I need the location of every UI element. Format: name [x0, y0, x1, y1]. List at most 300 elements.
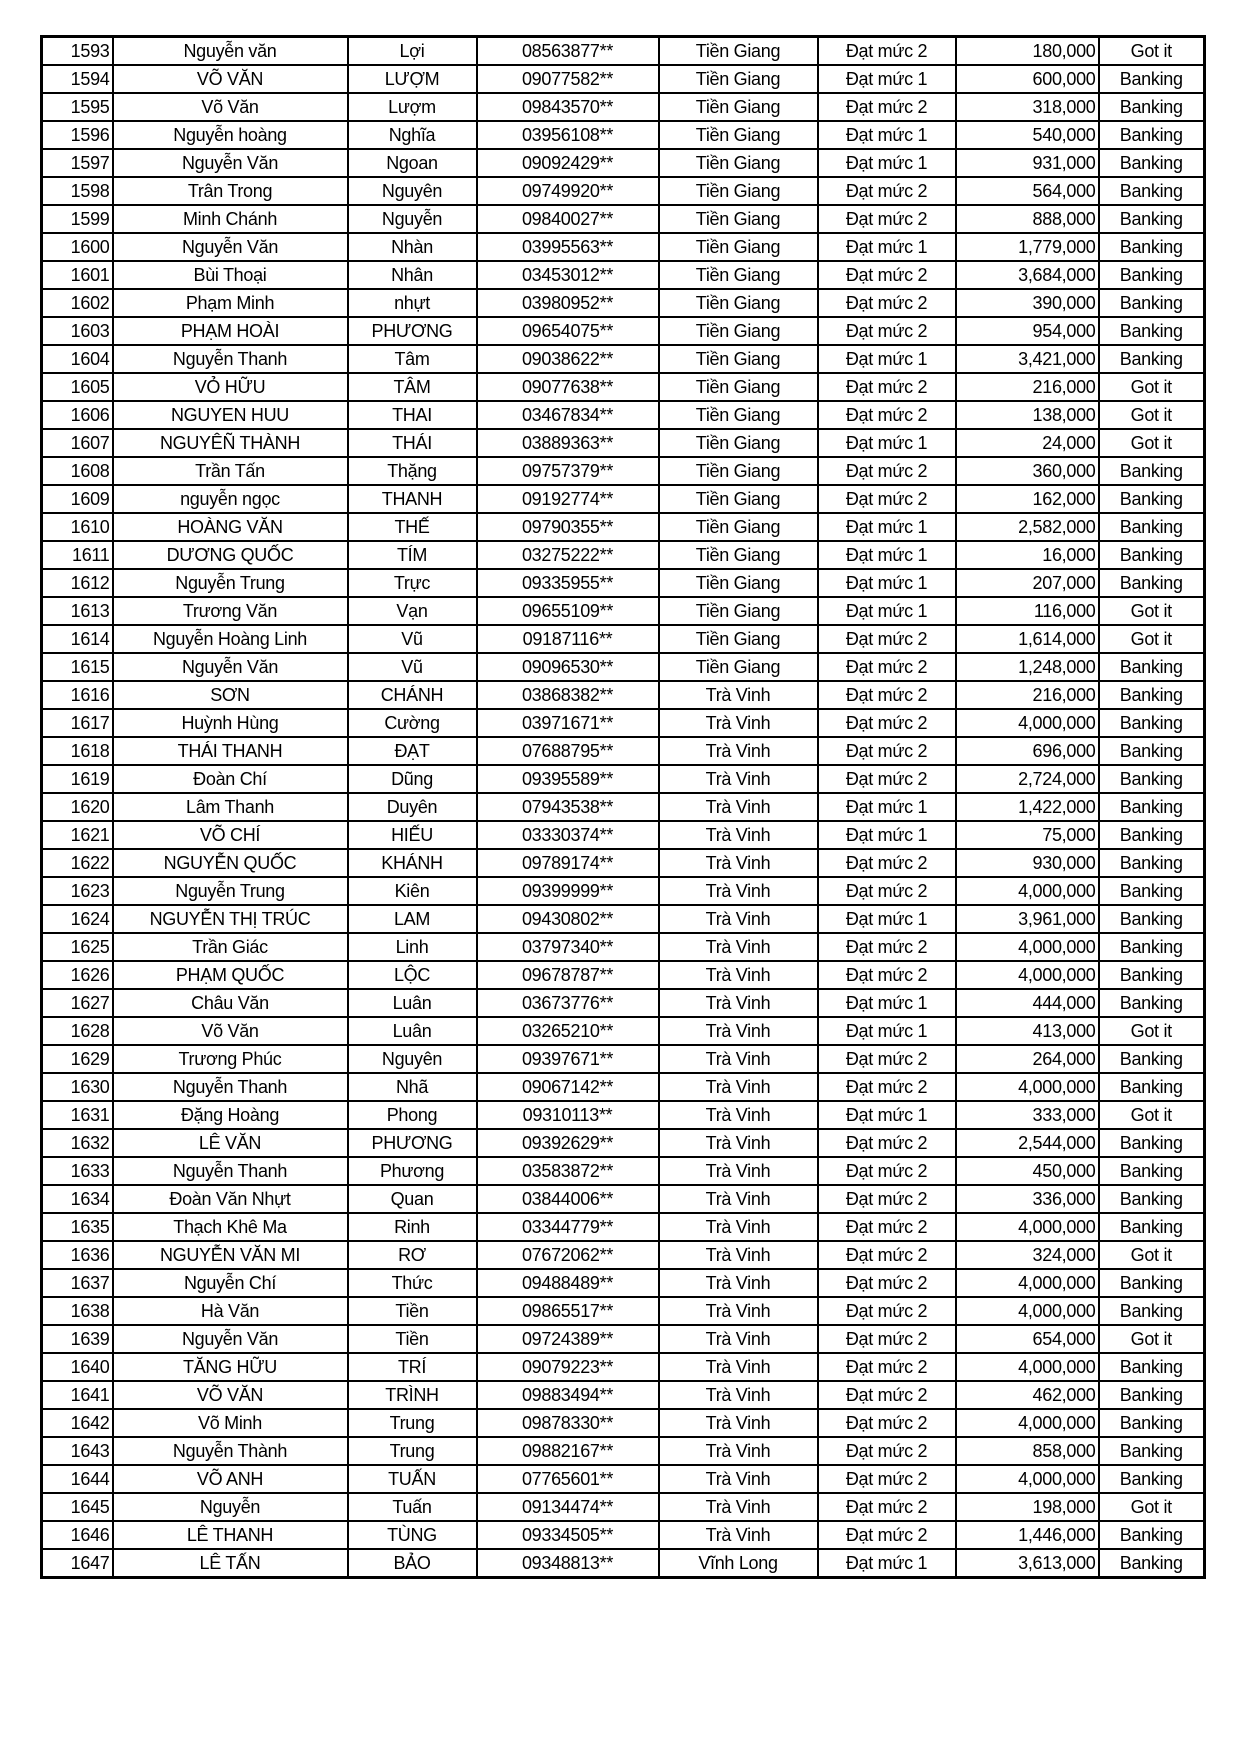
cell-ho: VÕ ANH	[113, 1465, 348, 1493]
table-row	[42, 485, 1205, 513]
cell-ten: Nguyễn	[348, 205, 477, 233]
table-row	[42, 513, 1205, 541]
cell-status: Banking	[1099, 1129, 1205, 1157]
cell-ten: TRÌNH	[348, 1381, 477, 1409]
cell-level: Đạt mức 2	[818, 1045, 956, 1073]
cell-amount: 180,000	[956, 37, 1099, 66]
cell-ho: NGUYEN HUU	[113, 401, 348, 429]
cell-level: Đạt mức 2	[818, 317, 956, 345]
cell-province: Trà Vinh	[659, 1269, 818, 1297]
cell-status: Banking	[1099, 177, 1205, 205]
cell-amount: 954,000	[956, 317, 1099, 345]
cell-status: Got it	[1099, 1017, 1205, 1045]
cell-phone: 03868382**	[477, 681, 659, 709]
table-row	[42, 961, 1205, 989]
cell-amount: 324,000	[956, 1241, 1099, 1269]
cell-status: Banking	[1099, 1045, 1205, 1073]
cell-level: Đạt mức 2	[818, 625, 956, 653]
cell-province: Tiền Giang	[659, 597, 818, 625]
cell-level: Đạt mức 1	[818, 793, 956, 821]
cell-province: Tiền Giang	[659, 569, 818, 597]
cell-id: 1618	[42, 737, 113, 765]
cell-id: 1617	[42, 709, 113, 737]
table-row	[42, 1465, 1205, 1493]
cell-level: Đạt mức 2	[818, 709, 956, 737]
cell-phone: 09348813**	[477, 1549, 659, 1578]
table-row	[42, 877, 1205, 905]
cell-ho: Hà Văn	[113, 1297, 348, 1325]
table-row	[42, 93, 1205, 121]
cell-phone: 03956108**	[477, 121, 659, 149]
cell-level: Đạt mức 2	[818, 1353, 956, 1381]
cell-status: Banking	[1099, 849, 1205, 877]
cell-amount: 360,000	[956, 457, 1099, 485]
cell-province: Tiền Giang	[659, 429, 818, 457]
cell-id: 1613	[42, 597, 113, 625]
cell-ho: Nguyễn Trung	[113, 877, 348, 905]
table-row	[42, 905, 1205, 933]
cell-ten: Luân	[348, 1017, 477, 1045]
cell-level: Đạt mức 2	[818, 961, 956, 989]
cell-amount: 3,961,000	[956, 905, 1099, 933]
cell-phone: 03797340**	[477, 933, 659, 961]
cell-status: Banking	[1099, 737, 1205, 765]
cell-province: Trà Vinh	[659, 877, 818, 905]
cell-ten: Lượm	[348, 93, 477, 121]
cell-amount: 2,544,000	[956, 1129, 1099, 1157]
cell-amount: 198,000	[956, 1493, 1099, 1521]
cell-province: Trà Vinh	[659, 1017, 818, 1045]
cell-amount: 1,248,000	[956, 653, 1099, 681]
table-body	[42, 37, 1205, 1578]
cell-id: 1608	[42, 457, 113, 485]
cell-phone: 09397671**	[477, 1045, 659, 1073]
table-row	[42, 177, 1205, 205]
cell-province: Tiền Giang	[659, 65, 818, 93]
cell-ho: SƠN	[113, 681, 348, 709]
cell-ho: Trần Giác	[113, 933, 348, 961]
table-row	[42, 1521, 1205, 1549]
cell-status: Banking	[1099, 541, 1205, 569]
cell-id: 1619	[42, 765, 113, 793]
cell-status: Banking	[1099, 1381, 1205, 1409]
table-row	[42, 1269, 1205, 1297]
cell-phone: 03453012**	[477, 261, 659, 289]
cell-status: Banking	[1099, 905, 1205, 933]
cell-ten: PHƯƠNG	[348, 1129, 477, 1157]
cell-phone: 03995563**	[477, 233, 659, 261]
cell-id: 1600	[42, 233, 113, 261]
table-row	[42, 401, 1205, 429]
table-row	[42, 1185, 1205, 1213]
cell-status: Banking	[1099, 1465, 1205, 1493]
cell-level: Đạt mức 2	[818, 1521, 956, 1549]
cell-amount: 75,000	[956, 821, 1099, 849]
cell-ho: Minh Chánh	[113, 205, 348, 233]
cell-ten: Thức	[348, 1269, 477, 1297]
cell-id: 1641	[42, 1381, 113, 1409]
table-row	[42, 709, 1205, 737]
cell-ten: Rinh	[348, 1213, 477, 1241]
cell-province: Tiền Giang	[659, 457, 818, 485]
cell-ten: Trung	[348, 1437, 477, 1465]
cell-ho: THÁI THANH	[113, 737, 348, 765]
table-row	[42, 737, 1205, 765]
table-row	[42, 149, 1205, 177]
cell-status: Got it	[1099, 1325, 1205, 1353]
cell-status: Banking	[1099, 877, 1205, 905]
cell-province: Vĩnh Long	[659, 1549, 818, 1578]
cell-amount: 4,000,000	[956, 1269, 1099, 1297]
cell-province: Tiền Giang	[659, 401, 818, 429]
cell-amount: 207,000	[956, 569, 1099, 597]
cell-status: Banking	[1099, 1185, 1205, 1213]
cell-phone: 03971671**	[477, 709, 659, 737]
cell-ten: THÁI	[348, 429, 477, 457]
cell-province: Trà Vinh	[659, 1493, 818, 1521]
cell-phone: 09883494**	[477, 1381, 659, 1409]
cell-amount: 1,422,000	[956, 793, 1099, 821]
cell-ho: NGUYÊÑ THÀNH	[113, 429, 348, 457]
cell-ho: Châu Văn	[113, 989, 348, 1017]
cell-province: Trà Vinh	[659, 1045, 818, 1073]
cell-phone: 09092429**	[477, 149, 659, 177]
cell-level: Đạt mức 2	[818, 485, 956, 513]
cell-status: Banking	[1099, 933, 1205, 961]
cell-ho: LÊ VĂN	[113, 1129, 348, 1157]
cell-ho: PHẠM QUỐC	[113, 961, 348, 989]
cell-province: Trà Vinh	[659, 849, 818, 877]
table-row	[42, 261, 1205, 289]
cell-id: 1621	[42, 821, 113, 849]
cell-phone: 09399999**	[477, 877, 659, 905]
cell-ten: Nguyên	[348, 177, 477, 205]
cell-status: Banking	[1099, 261, 1205, 289]
cell-phone: 09678787**	[477, 961, 659, 989]
cell-status: Got it	[1099, 625, 1205, 653]
cell-province: Trà Vinh	[659, 1465, 818, 1493]
cell-id: 1623	[42, 877, 113, 905]
cell-ho: Nguyễn Thành	[113, 1437, 348, 1465]
cell-amount: 4,000,000	[956, 1213, 1099, 1241]
cell-level: Đạt mức 1	[818, 149, 956, 177]
cell-phone: 09077582**	[477, 65, 659, 93]
cell-phone: 09192774**	[477, 485, 659, 513]
cell-amount: 858,000	[956, 1437, 1099, 1465]
cell-province: Trà Vinh	[659, 1101, 818, 1129]
table-row	[42, 1157, 1205, 1185]
cell-level: Đạt mức 2	[818, 457, 956, 485]
cell-phone: 09430802**	[477, 905, 659, 933]
cell-status: Got it	[1099, 37, 1205, 66]
cell-phone: 03344779**	[477, 1213, 659, 1241]
cell-level: Đạt mức 2	[818, 205, 956, 233]
cell-phone: 07688795**	[477, 737, 659, 765]
cell-province: Trà Vinh	[659, 737, 818, 765]
cell-phone: 09134474**	[477, 1493, 659, 1521]
cell-phone: 03673776**	[477, 989, 659, 1017]
table-row	[42, 1381, 1205, 1409]
cell-id: 1638	[42, 1297, 113, 1325]
cell-ten: Luân	[348, 989, 477, 1017]
cell-amount: 333,000	[956, 1101, 1099, 1129]
cell-ten: LƯỢM	[348, 65, 477, 93]
cell-status: Banking	[1099, 485, 1205, 513]
table-row	[42, 989, 1205, 1017]
cell-ho: Trân Trong	[113, 177, 348, 205]
cell-ten: THẾ	[348, 513, 477, 541]
cell-province: Trà Vinh	[659, 1297, 818, 1325]
cell-ten: Nguyên	[348, 1045, 477, 1073]
cell-level: Đạt mức 1	[818, 1017, 956, 1045]
cell-phone: 03980952**	[477, 289, 659, 317]
cell-province: Tiền Giang	[659, 653, 818, 681]
cell-id: 1596	[42, 121, 113, 149]
cell-province: Tiền Giang	[659, 289, 818, 317]
cell-id: 1622	[42, 849, 113, 877]
cell-ho: LÊ THANH	[113, 1521, 348, 1549]
cell-province: Trà Vinh	[659, 1381, 818, 1409]
table-row	[42, 1017, 1205, 1045]
cell-id: 1645	[42, 1493, 113, 1521]
table-row	[42, 373, 1205, 401]
cell-province: Tiền Giang	[659, 177, 818, 205]
cell-province: Trà Vinh	[659, 681, 818, 709]
cell-province: Tiền Giang	[659, 317, 818, 345]
table-row	[42, 1353, 1205, 1381]
cell-province: Trà Vinh	[659, 1353, 818, 1381]
table-row	[42, 205, 1205, 233]
cell-amount: 1,614,000	[956, 625, 1099, 653]
cell-ho: Trương Văn	[113, 597, 348, 625]
cell-id: 1624	[42, 905, 113, 933]
cell-amount: 600,000	[956, 65, 1099, 93]
cell-status: Got it	[1099, 1101, 1205, 1129]
cell-province: Tiền Giang	[659, 373, 818, 401]
cell-level: Đạt mức 1	[818, 1101, 956, 1129]
cell-ho: Nguyễn Văn	[113, 1325, 348, 1353]
cell-status: Banking	[1099, 289, 1205, 317]
table-row	[42, 821, 1205, 849]
cell-level: Đạt mức 2	[818, 933, 956, 961]
cell-ten: Vạn	[348, 597, 477, 625]
cell-id: 1604	[42, 345, 113, 373]
cell-ten: TÍM	[348, 541, 477, 569]
cell-status: Banking	[1099, 653, 1205, 681]
cell-id: 1614	[42, 625, 113, 653]
cell-phone: 03330374**	[477, 821, 659, 849]
data-table	[40, 35, 1206, 1579]
table-row	[42, 597, 1205, 625]
cell-level: Đạt mức 2	[818, 765, 956, 793]
cell-level: Đạt mức 1	[818, 429, 956, 457]
cell-level: Đạt mức 1	[818, 989, 956, 1017]
cell-ten: Quan	[348, 1185, 477, 1213]
cell-province: Trà Vinh	[659, 1185, 818, 1213]
cell-id: 1627	[42, 989, 113, 1017]
table-row	[42, 1101, 1205, 1129]
cell-status: Banking	[1099, 569, 1205, 597]
cell-ho: VÕ VĂN	[113, 1381, 348, 1409]
cell-amount: 216,000	[956, 373, 1099, 401]
cell-province: Tiền Giang	[659, 485, 818, 513]
cell-province: Trà Vinh	[659, 709, 818, 737]
cell-ten: Trung	[348, 1409, 477, 1437]
cell-amount: 564,000	[956, 177, 1099, 205]
cell-level: Đạt mức 2	[818, 1185, 956, 1213]
cell-ten: Dũng	[348, 765, 477, 793]
cell-id: 1628	[42, 1017, 113, 1045]
cell-id: 1616	[42, 681, 113, 709]
cell-ten: KHÁNH	[348, 849, 477, 877]
cell-ten: Tuấn	[348, 1493, 477, 1521]
cell-ho: Phạm Minh	[113, 289, 348, 317]
cell-province: Tiền Giang	[659, 345, 818, 373]
table-row	[42, 1409, 1205, 1437]
cell-status: Banking	[1099, 345, 1205, 373]
cell-amount: 390,000	[956, 289, 1099, 317]
cell-id: 1594	[42, 65, 113, 93]
cell-amount: 24,000	[956, 429, 1099, 457]
table-row	[42, 681, 1205, 709]
cell-ten: Phong	[348, 1101, 477, 1129]
cell-ho: Nguyễn Thanh	[113, 1073, 348, 1101]
cell-province: Tiền Giang	[659, 625, 818, 653]
cell-id: 1602	[42, 289, 113, 317]
cell-phone: 09840027**	[477, 205, 659, 233]
cell-status: Banking	[1099, 205, 1205, 233]
cell-id: 1605	[42, 373, 113, 401]
cell-phone: 03467834**	[477, 401, 659, 429]
cell-province: Tiền Giang	[659, 513, 818, 541]
cell-ten: Duyên	[348, 793, 477, 821]
cell-id: 1640	[42, 1353, 113, 1381]
cell-phone: 09067142**	[477, 1073, 659, 1101]
cell-id: 1629	[42, 1045, 113, 1073]
cell-id: 1593	[42, 37, 113, 66]
cell-ho: VÕ VĂN	[113, 65, 348, 93]
table-row	[42, 429, 1205, 457]
cell-ten: ĐẠT	[348, 737, 477, 765]
cell-phone: 09882167**	[477, 1437, 659, 1465]
cell-province: Tiền Giang	[659, 37, 818, 66]
cell-phone: 09757379**	[477, 457, 659, 485]
cell-id: 1644	[42, 1465, 113, 1493]
cell-status: Banking	[1099, 1409, 1205, 1437]
cell-amount: 3,684,000	[956, 261, 1099, 289]
cell-amount: 4,000,000	[956, 1409, 1099, 1437]
cell-status: Banking	[1099, 989, 1205, 1017]
cell-ten: TRÍ	[348, 1353, 477, 1381]
table-row	[42, 1241, 1205, 1269]
cell-ho: Nguyễn hoàng	[113, 121, 348, 149]
cell-amount: 1,446,000	[956, 1521, 1099, 1549]
cell-ho: Nguyễn Văn	[113, 653, 348, 681]
cell-province: Tiền Giang	[659, 541, 818, 569]
cell-status: Banking	[1099, 93, 1205, 121]
cell-status: Got it	[1099, 1493, 1205, 1521]
cell-amount: 3,421,000	[956, 345, 1099, 373]
cell-province: Tiền Giang	[659, 93, 818, 121]
table-row	[42, 345, 1205, 373]
cell-amount: 264,000	[956, 1045, 1099, 1073]
cell-ho: NGUYỄN QUỐC	[113, 849, 348, 877]
cell-ho: Nguyễn Trung	[113, 569, 348, 597]
cell-amount: 4,000,000	[956, 709, 1099, 737]
cell-ho: Thạch Khê Ma	[113, 1213, 348, 1241]
cell-ten: THANH	[348, 485, 477, 513]
cell-phone: 03583872**	[477, 1157, 659, 1185]
table-row	[42, 289, 1205, 317]
cell-ho: Trần Tấn	[113, 457, 348, 485]
cell-province: Trà Vinh	[659, 765, 818, 793]
table-row	[42, 457, 1205, 485]
cell-ho: VỎ HỮU	[113, 373, 348, 401]
cell-amount: 318,000	[956, 93, 1099, 121]
cell-phone: 03844006**	[477, 1185, 659, 1213]
cell-status: Got it	[1099, 401, 1205, 429]
cell-level: Đạt mức 1	[818, 233, 956, 261]
cell-amount: 4,000,000	[956, 1297, 1099, 1325]
cell-province: Trà Vinh	[659, 989, 818, 1017]
cell-ho: Đoàn Chí	[113, 765, 348, 793]
table-row	[42, 849, 1205, 877]
cell-level: Đạt mức 2	[818, 681, 956, 709]
cell-ten: Tâm	[348, 345, 477, 373]
cell-ho: HOÀNG VĂN	[113, 513, 348, 541]
cell-ten: RƠ	[348, 1241, 477, 1269]
cell-province: Trà Vinh	[659, 1437, 818, 1465]
cell-province: Tiền Giang	[659, 121, 818, 149]
cell-province: Trà Vinh	[659, 905, 818, 933]
cell-province: Tiền Giang	[659, 149, 818, 177]
cell-amount: 1,779,000	[956, 233, 1099, 261]
cell-level: Đạt mức 2	[818, 1129, 956, 1157]
cell-ten: Phương	[348, 1157, 477, 1185]
cell-province: Tiền Giang	[659, 261, 818, 289]
table-row	[42, 1437, 1205, 1465]
table-row	[42, 317, 1205, 345]
cell-id: 1598	[42, 177, 113, 205]
cell-ten: Nhàn	[348, 233, 477, 261]
cell-level: Đạt mức 2	[818, 1297, 956, 1325]
cell-amount: 4,000,000	[956, 877, 1099, 905]
cell-status: Banking	[1099, 709, 1205, 737]
cell-level: Đạt mức 2	[818, 1269, 956, 1297]
cell-ten: TÙNG	[348, 1521, 477, 1549]
cell-ho: Võ Minh	[113, 1409, 348, 1437]
cell-status: Banking	[1099, 317, 1205, 345]
cell-phone: 09077638**	[477, 373, 659, 401]
cell-phone: 09654075**	[477, 317, 659, 345]
cell-id: 1612	[42, 569, 113, 597]
table-row	[42, 933, 1205, 961]
table-row	[42, 1325, 1205, 1353]
cell-amount: 3,613,000	[956, 1549, 1099, 1578]
cell-ten: Nhân	[348, 261, 477, 289]
cell-id: 1599	[42, 205, 113, 233]
cell-amount: 4,000,000	[956, 1465, 1099, 1493]
cell-ten: Tiền	[348, 1297, 477, 1325]
cell-province: Trà Vinh	[659, 1521, 818, 1549]
cell-amount: 116,000	[956, 597, 1099, 625]
cell-status: Banking	[1099, 65, 1205, 93]
cell-ten: Vũ	[348, 653, 477, 681]
cell-level: Đạt mức 1	[818, 345, 956, 373]
cell-id: 1643	[42, 1437, 113, 1465]
table-row	[42, 793, 1205, 821]
cell-id: 1625	[42, 933, 113, 961]
